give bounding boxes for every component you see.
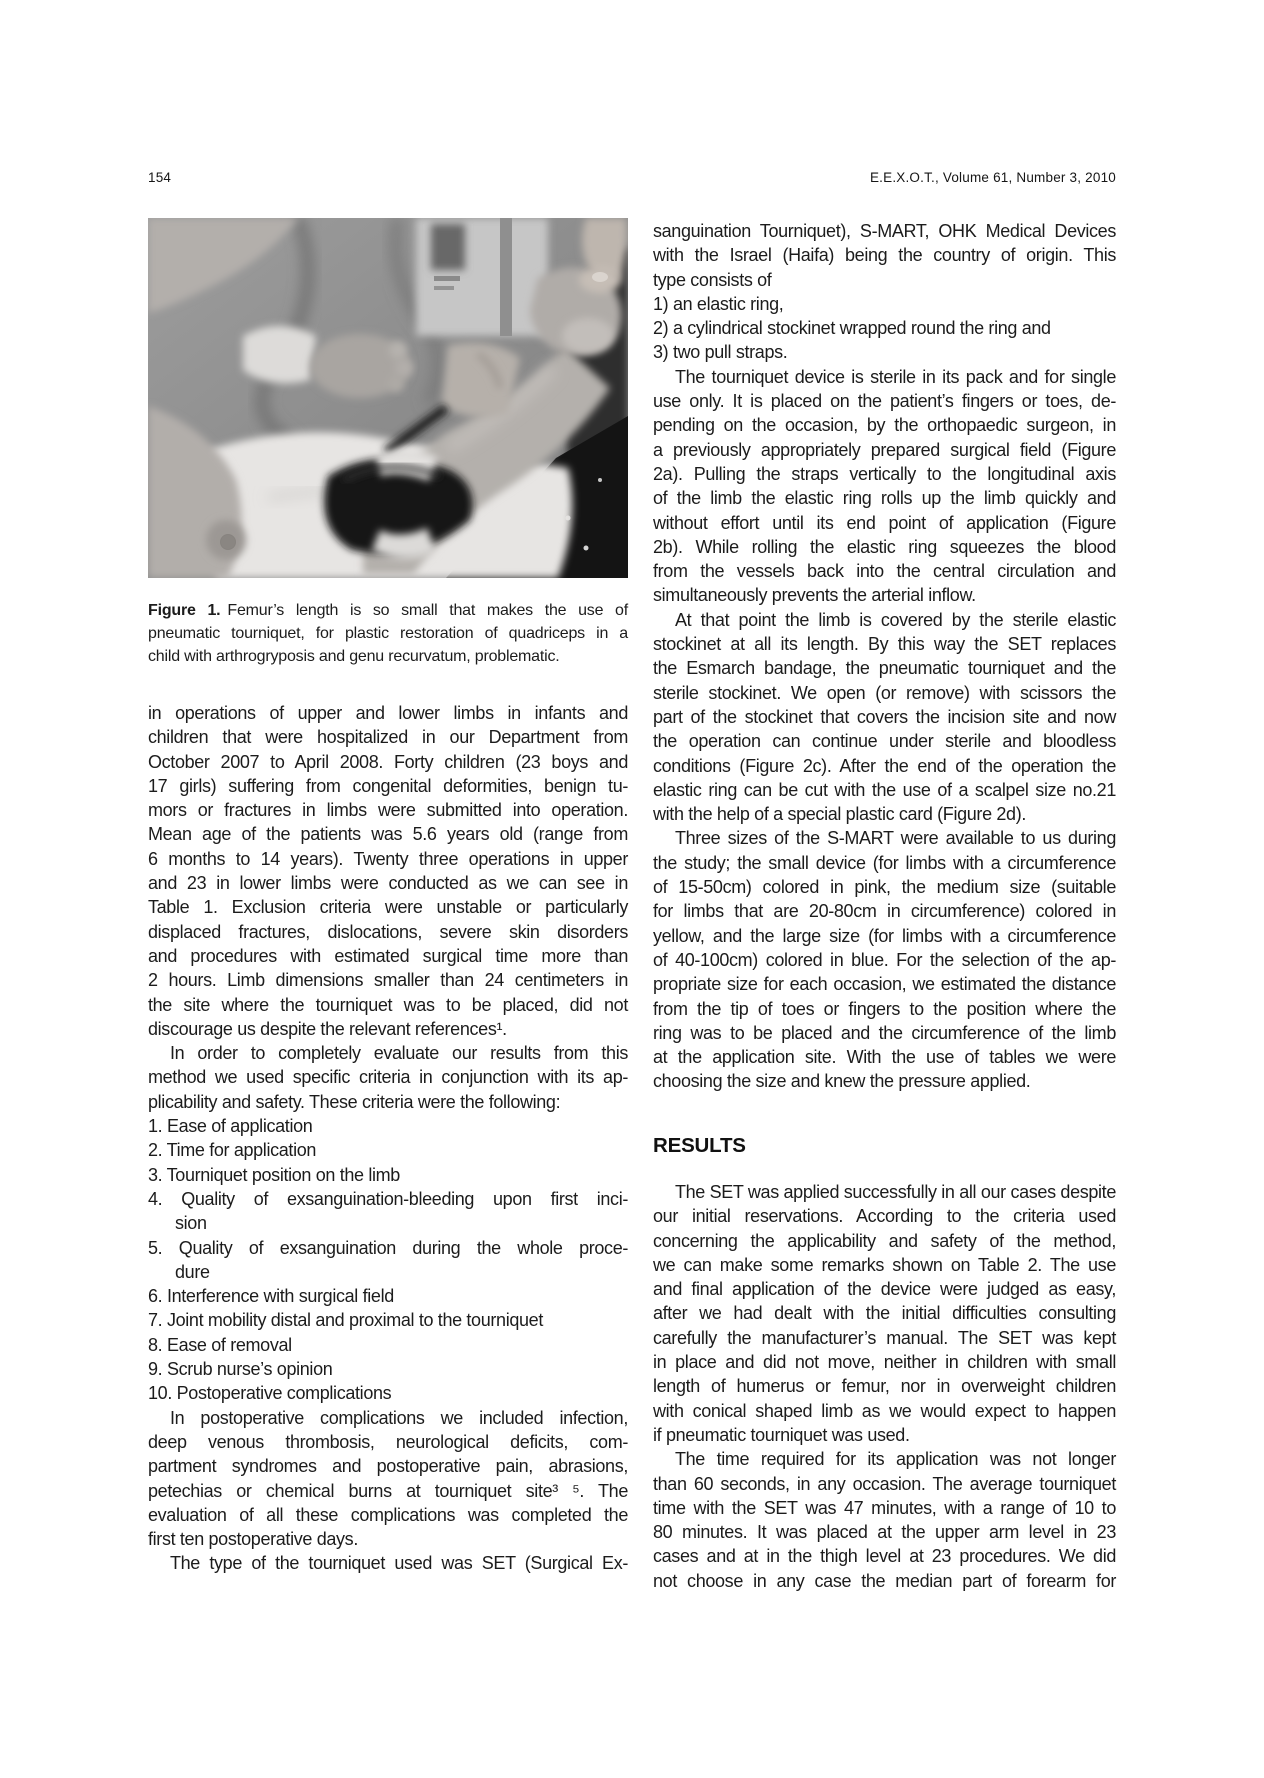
journal-header: E.E.X.O.T., Volume 61, Number 3, 2010 [869,170,1116,185]
text-line: 2 hours. Limb dimensions smaller than 24 centimeters in [148,970,628,991]
text-line: elastic ring can be cut with the use of a scalpel size no.21 [653,779,1116,800]
right-column [653,219,1116,1593]
text-line: 2. Time for application [148,1140,317,1161]
text-line: plicability and safety. These criteria were the following: [148,1091,561,1112]
text-line: children that were hospitalized in our Department from [148,727,628,748]
text-line: 8. Ease of removal [148,1334,292,1355]
text-line: part of the stockinet that covers the incision site and now [653,706,1116,727]
text-line: the site where the tourniquet was to be placed, did not [148,994,628,1015]
caption-line: child with arthrogryposis and genu recurvatum, problematic. [148,648,560,665]
text-line: and final application of the device were judged as easy, [653,1279,1116,1300]
text-line: yellow, and the large size (for limbs with a circumference [653,925,1116,946]
text-line: evaluation of all these complications was completed the [148,1504,628,1525]
text-line: propriate size for each occasion, we estimated the distance [653,974,1116,995]
text-line: The time required for its application was not longer [675,1449,1116,1470]
text-line: sion [175,1213,207,1234]
text-line: discourage us despite the relevant references¹. [148,1018,507,1039]
text-line: length of humerus or femur, nor in overweight children [653,1376,1116,1397]
text-line: 2b). While rolling the elastic ring squeezes the blood [653,536,1116,557]
text-line: The tourniquet device is sterile in its pack and for single [675,366,1116,387]
text-line: the Esmarch bandage, the pneumatic tourniquet and the [653,658,1116,679]
text-line: 6. Interference with surgical field [148,1286,394,1307]
page-number: 154 [148,170,172,185]
text-line: first ten postoperative days. [148,1529,358,1550]
text-line: without effort until its end point of application (Figure [653,512,1116,533]
text-line: in place and did not move, neither in children with small [653,1352,1116,1373]
text-line: of the limb the elastic ring rolls up the limb quickly and [653,488,1116,509]
text-line: dure [175,1261,210,1282]
text-line: At that point the limb is covered by the sterile elastic [675,609,1116,630]
text-line: time with the SET was 47 minutes, with a range of 10 to [653,1497,1116,1518]
text-line: and 23 in lower limbs were conducted as we can see in [148,873,628,894]
text-line: 4. Quality of exsanguination-bleeding upon first inci- [148,1188,628,1209]
left-column [148,701,628,1576]
text-line: sanguination Tourniquet), S-MART, OHK Medical Devices [653,221,1116,241]
text-line: 3) two pull straps. [653,342,788,363]
surgeon-hand-holding-toes [579,218,627,293]
text-line: we can make some remarks shown on Table 2. The use [653,1254,1116,1275]
text-line: if pneumatic tourniquet was used. [653,1424,910,1445]
text-line: Three sizes of the S-MART were available to us during [675,828,1116,849]
figure-1-caption [148,599,628,668]
text-line: with conical shaped limb as we would expect to happen [653,1400,1116,1421]
text-line: 3. Tourniquet position on the limb [148,1164,400,1185]
text-line: ring was to be placed and the circumference of the limb [653,1022,1116,1043]
text-line: cases and at in the thigh level at 23 procedures. We did [653,1546,1116,1567]
text-line: In postoperative complications we included infection, [170,1407,628,1428]
text-line: 7. Joint mobility distal and proximal to the tourniquet [148,1310,543,1331]
white-cloth [243,326,316,383]
text-line: displaced fractures, dislocations, severe skin disorders [148,921,628,942]
caption-line: pneumatic tourniquet, for plastic restoration of quadriceps in a [148,625,628,642]
text-line: deep venous thrombosis, neurological deficits, com- [148,1431,628,1452]
text-line: of 15-50cm) colored in pink, the medium size (suitable [653,877,1116,898]
text-line: from the tip of toes or fingers to the position where the [653,998,1116,1019]
text-line: 80 minutes. It was placed at the upper arm level in 23 [653,1522,1116,1543]
text-line: 2a). Pulling the straps vertically to the longitudinal axis [653,463,1116,484]
text-line: 6 months to 14 years). Twenty three operations in upper [148,848,628,869]
text-line: and procedures with estimated surgical time more than [148,945,628,966]
text-line: October 2007 to April 2008. Forty children (23 boys and [148,751,628,772]
text-line: not choose in any case the median part of forearm for [653,1570,1116,1591]
text-line: 2) a cylindrical stockinet wrapped round the ring and [653,318,1051,339]
text-line: in operations of upper and lower limbs in infants and [148,703,628,723]
right-column-text-results [653,1180,1116,1593]
text-line: the operation can continue under sterile and bloodless [653,731,1116,752]
text-line: simultaneously prevents the arterial inflow. [653,585,976,606]
text-line: The type of the tourniquet used was SET (Surgical Ex- [170,1553,628,1574]
figure-1-photo [148,218,628,578]
text-line: our initial reservations. According to the criteria used [653,1206,1116,1227]
text-line: The SET was applied successfully in all our cases despite [675,1181,1116,1202]
text-line: concerning the applicability and safety of the method, [653,1230,1116,1251]
text-line: stockinet at all its length. By this way the SET replaces [653,634,1116,655]
right-column-text-top [653,219,1116,1094]
text-line: than 60 seconds, in any occasion. The average tourniquet [653,1473,1116,1494]
text-line: Table 1. Exclusion criteria were unstable or particularly [148,897,628,918]
text-line: use only. It is placed on the patient’s fingers or toes, de- [653,391,1116,412]
text-line: of 40-100cm) colored in blue. For the selection of the ap- [653,949,1116,970]
text-line: Mean age of the patients was 5.6 years old (range from [148,824,628,845]
results-heading: RESULTS [653,1133,746,1157]
caption-text-1: Femur’s length is so small that makes the use of [227,602,628,619]
figure-1 [148,218,628,578]
caption-line [148,599,628,622]
text-line: at the application site. With the use of tables we were [653,1047,1116,1068]
text-line: In order to completely evaluate our results from this [170,1043,628,1064]
text-line: the study; the small device (for limbs with a circumference [653,852,1116,873]
text-line: 10. Postoperative complications [148,1383,392,1404]
iv-device [416,218,548,336]
text-line: 5. Quality of exsanguination during the whole proce- [148,1237,628,1258]
text-line: sterile stockinet. We open (or remove) with scissors the [653,682,1116,703]
figure-label: Figure 1. [148,602,221,619]
text-line: mors or fractures in limbs were submitted into operation. [148,800,628,821]
text-line: after we had dealt with the initial difficulties consulting [653,1303,1116,1324]
infant-hand [310,334,413,398]
text-line: conditions (Figure 2c). After the end of the operation the [653,755,1116,776]
text-line: carefully the manufacturer’s manual. The SET was kept [653,1327,1116,1348]
text-line: 1) an elastic ring, [653,293,784,314]
text-line: 17 girls) suffering from congenital deformities, benign tu- [148,775,628,796]
text-line: from the vessels back into the central circulation and [653,561,1116,582]
text-line: petechias or chemical burns at tourniquet site³ ⁵. The [148,1480,628,1501]
text-line: 1. Ease of application [148,1116,313,1137]
text-line: a previously appropriately prepared surgical field (Figure [653,439,1116,460]
text-line: pending on the occasion, by the orthopaedic surgeon, in [653,415,1116,436]
text-line: method we used specific criteria in conjunction with its ap- [148,1067,628,1088]
text-line: type consists of [653,269,772,290]
text-line: choosing the size and knew the pressure applied. [653,1071,1031,1092]
text-line: for limbs that are 20-80cm in circumference) colored in [653,901,1116,922]
text-line: partment syndromes and postoperative pain, abrasions, [148,1456,628,1477]
text-line: 9. Scrub nurse’s opinion [148,1359,333,1380]
text-line: with the help of a special plastic card (Figure 2d). [653,804,1026,825]
text-line: with the Israel (Haifa) being the country of origin. This [653,245,1116,266]
